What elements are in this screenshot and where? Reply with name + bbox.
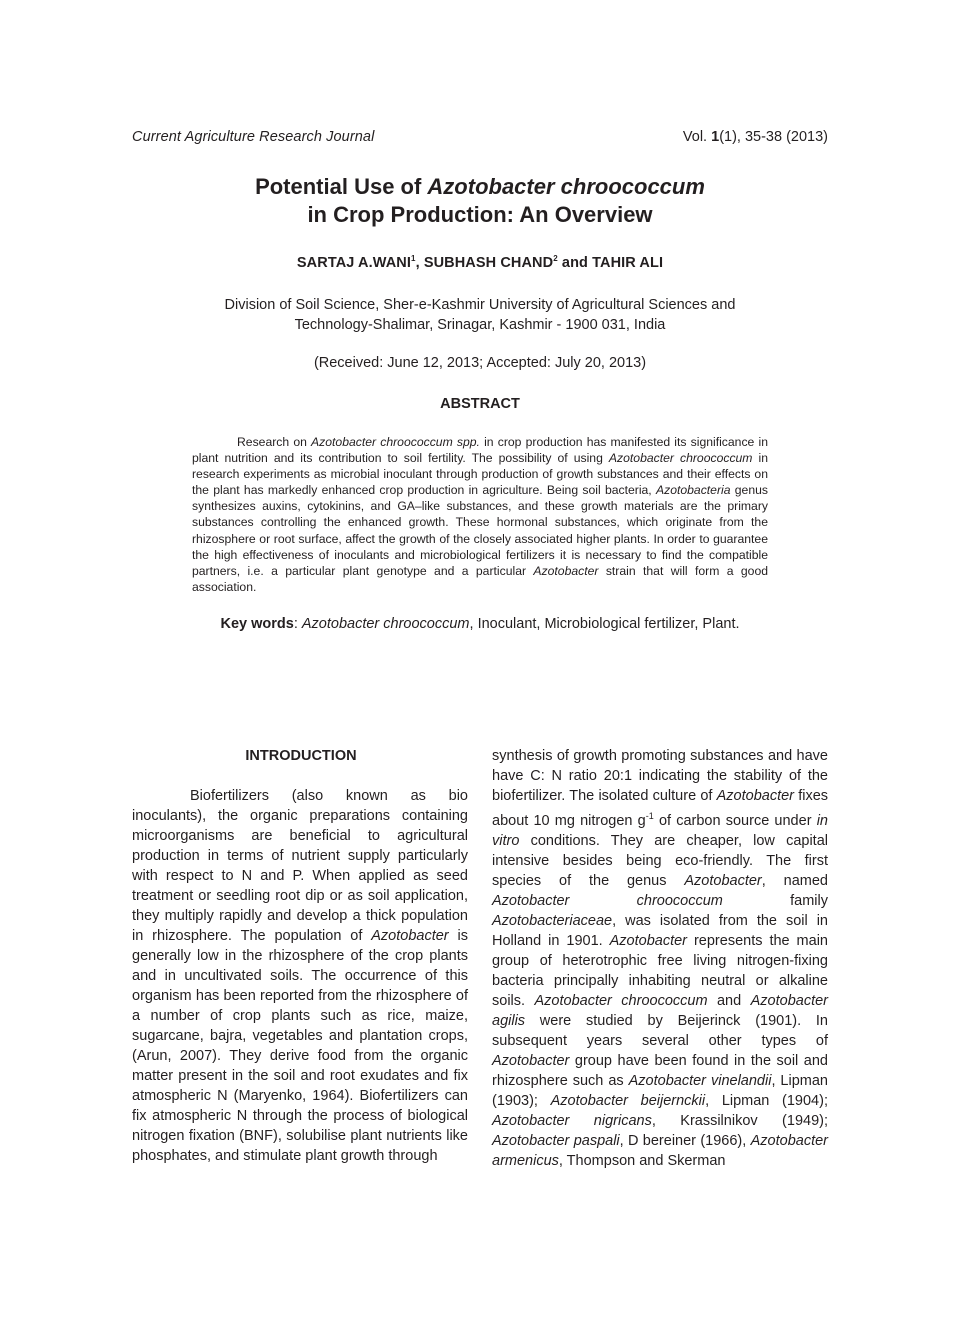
volume-info xyxy=(683,129,828,145)
body-text: family xyxy=(722,892,828,909)
body-text: , D bereiner (1966), xyxy=(619,1132,751,1149)
body-text: Biofertilizers (also known as bio inoculants), the organic preparations containing microorganisms are beneficial to agricultural production in terms of nutrient supply particularly with respect to N and P. When applied as seed treatment or seedling root dip or as soil application, they multiply rapidly and develop a thick population in rhizosphere. The population of xyxy=(132,788,468,944)
body-text: fixes about 10 mg nitrogen g xyxy=(492,788,829,829)
abstract-text: in crop production has manifested its significance in plant nutrition and its contribution to soil fertility. The possibility of using xyxy=(192,435,768,466)
body-species: Azotobacter xyxy=(609,932,688,949)
body-text: represents the main group of heterotrophic free living nitrogen-fixing bacteria principally inhabiting neutral or alkaline soils. xyxy=(492,932,828,1009)
title-species: Azotobacter chroococcum xyxy=(427,174,705,199)
body-species: Azotobacter agilis xyxy=(492,992,828,1029)
keywords-label: Key words xyxy=(220,616,294,632)
body-species: Azotobacter paspali xyxy=(492,1132,620,1149)
body-species: Azotobacter vinelandii xyxy=(628,1072,772,1089)
keywords-sep: : xyxy=(293,616,302,632)
abstract-species: Azotobacter xyxy=(533,563,599,578)
body-text: synthesis of growth promoting substances and have have C: N ratio 20:1 indicating the stability of the biofertilizer. The isolated culture of xyxy=(492,748,828,804)
authors xyxy=(0,254,960,271)
intro-paragraph-right xyxy=(492,746,828,1171)
body-species: Azotobacter xyxy=(371,928,449,944)
author-1: SARTAJ A.WANI xyxy=(296,254,411,271)
abstract-text: Research on xyxy=(237,435,312,449)
paper-title xyxy=(0,173,960,229)
column-left xyxy=(132,746,468,1166)
received-dates: (Received: June 12, 2013; Accepted: July 20, 2013) xyxy=(313,355,647,371)
body-text: , Lipman (1903); xyxy=(492,1072,828,1109)
abstract-species: Azotobacter chroococcum xyxy=(608,451,753,466)
affiliation-line-2: Technology-Shalimar, Srinagar, Kashmir - 1900 031, India xyxy=(294,317,666,333)
title-line-2: in Crop Production: An Overview xyxy=(307,202,653,227)
body-species: Azotobacter xyxy=(684,872,762,889)
abstract-paragraph xyxy=(192,434,768,595)
body-text: conditions. They are cheaper, low capital intensive besides being eco-friendly. The first species of the genus xyxy=(492,832,828,889)
body-italic: in vitro xyxy=(492,812,828,849)
body-text: , Lipman (1904); xyxy=(705,1092,828,1109)
intro-paragraph-left xyxy=(132,786,468,1166)
abstract-body xyxy=(192,434,768,595)
keywords xyxy=(0,616,960,632)
volume-prefix: Vol. xyxy=(682,129,712,145)
abstract-heading: ABSTRACT xyxy=(440,396,520,412)
body-text: , was isolated from the soil in Holland in 1901. xyxy=(492,912,828,949)
author-3: and TAHIR ALI xyxy=(557,254,664,271)
body-text: of carbon source under xyxy=(653,812,817,829)
body-text: , named xyxy=(761,872,828,889)
volume-number: 1 xyxy=(711,129,720,145)
author-2: , SUBHASH CHAND xyxy=(415,254,554,271)
body-species: Azotobacter xyxy=(716,788,794,804)
abstract-text: in research experiments as microbial inoculant through production of growth substances and their effects on the plant has markedly enhanced crop production in agriculture. Being soil bacteria, xyxy=(192,451,768,498)
body-species: Azotobacter nigricans xyxy=(492,1112,652,1129)
title-text: Potential Use of xyxy=(255,174,428,199)
abstract-text: strain that will form a good association. xyxy=(192,563,768,594)
body-text: , Krassilnikov (1949); xyxy=(651,1112,828,1129)
author-2-affil: 2 xyxy=(553,254,558,263)
journal-name: Current Agriculture Research Journal xyxy=(132,129,375,145)
abstract-species: Azotobacteria xyxy=(655,483,731,498)
title-line-1 xyxy=(0,173,960,201)
body-text: is generally low in the rhizosphere of the crop plants and in uncultivated soils. The occurrence of this organism has been reported from the rhizosphere of a number of crop plants such as rice, maize, sugarcane, bajra, vegetables and plantation crops, (Arun, 2007). They derive food from the organic matter present in the soil and root exudates and fix atmospheric N (Maryenko, 1964). Biofertilizers can fix atmospheric N through the process of biological nitrogen fixation (BNF), solubilise plant nutrients like phosphates, and stimulate plant growth through xyxy=(132,928,468,1164)
affiliation-line-1: Division of Soil Science, Sher-e-Kashmir University of Agricultural Sciences and xyxy=(224,297,736,313)
body-text: and xyxy=(707,992,751,1009)
column-right xyxy=(492,746,828,1171)
body-species: Azotobacter beijernckii xyxy=(550,1092,706,1109)
volume-suffix: (1), 35-38 (2013) xyxy=(719,129,828,145)
body-text: were studied by Beijerinck (1901). In subsequent years several other types of xyxy=(492,1012,828,1049)
body-species: Azotobacter xyxy=(492,1052,570,1069)
body-species: Azotobacteriaceae xyxy=(492,912,613,929)
body-species: Azotobacter chroococcum xyxy=(534,992,708,1009)
author-1-affil: 1 xyxy=(411,254,416,263)
keyword-species: Azotobacter chroococcum xyxy=(301,616,470,632)
keywords-rest: , Inoculant, Microbiological fertilizer, Plant. xyxy=(469,616,740,632)
abstract-species: Azotobacter chroococcum spp. xyxy=(311,435,480,449)
body-species: Azotobacter chroococcum xyxy=(492,892,723,909)
body-species: Azotobacter armenicus xyxy=(492,1132,828,1169)
affiliation xyxy=(0,295,960,335)
body-text: , Thompson and Skerman xyxy=(558,1152,726,1169)
superscript: -1 xyxy=(645,811,654,821)
introduction-heading: INTRODUCTION xyxy=(245,748,357,764)
body-text: group have been found in the soil and rhizosphere such as xyxy=(492,1052,828,1089)
abstract-text: genus synthesizes auxins, cytokinins, and GA–like substances, and these growth materials are the primary substances controlling the enhanced growth. These hormonal substances, which originate from the rhizosphere or root surface, affect the growth of the closely associated higher plants. In order to guarantee the high effectiveness of inoculants and microbiological fertilizers it is necessary to find the compatible partners, i.e. a particular plant genotype and a particular xyxy=(192,483,768,578)
